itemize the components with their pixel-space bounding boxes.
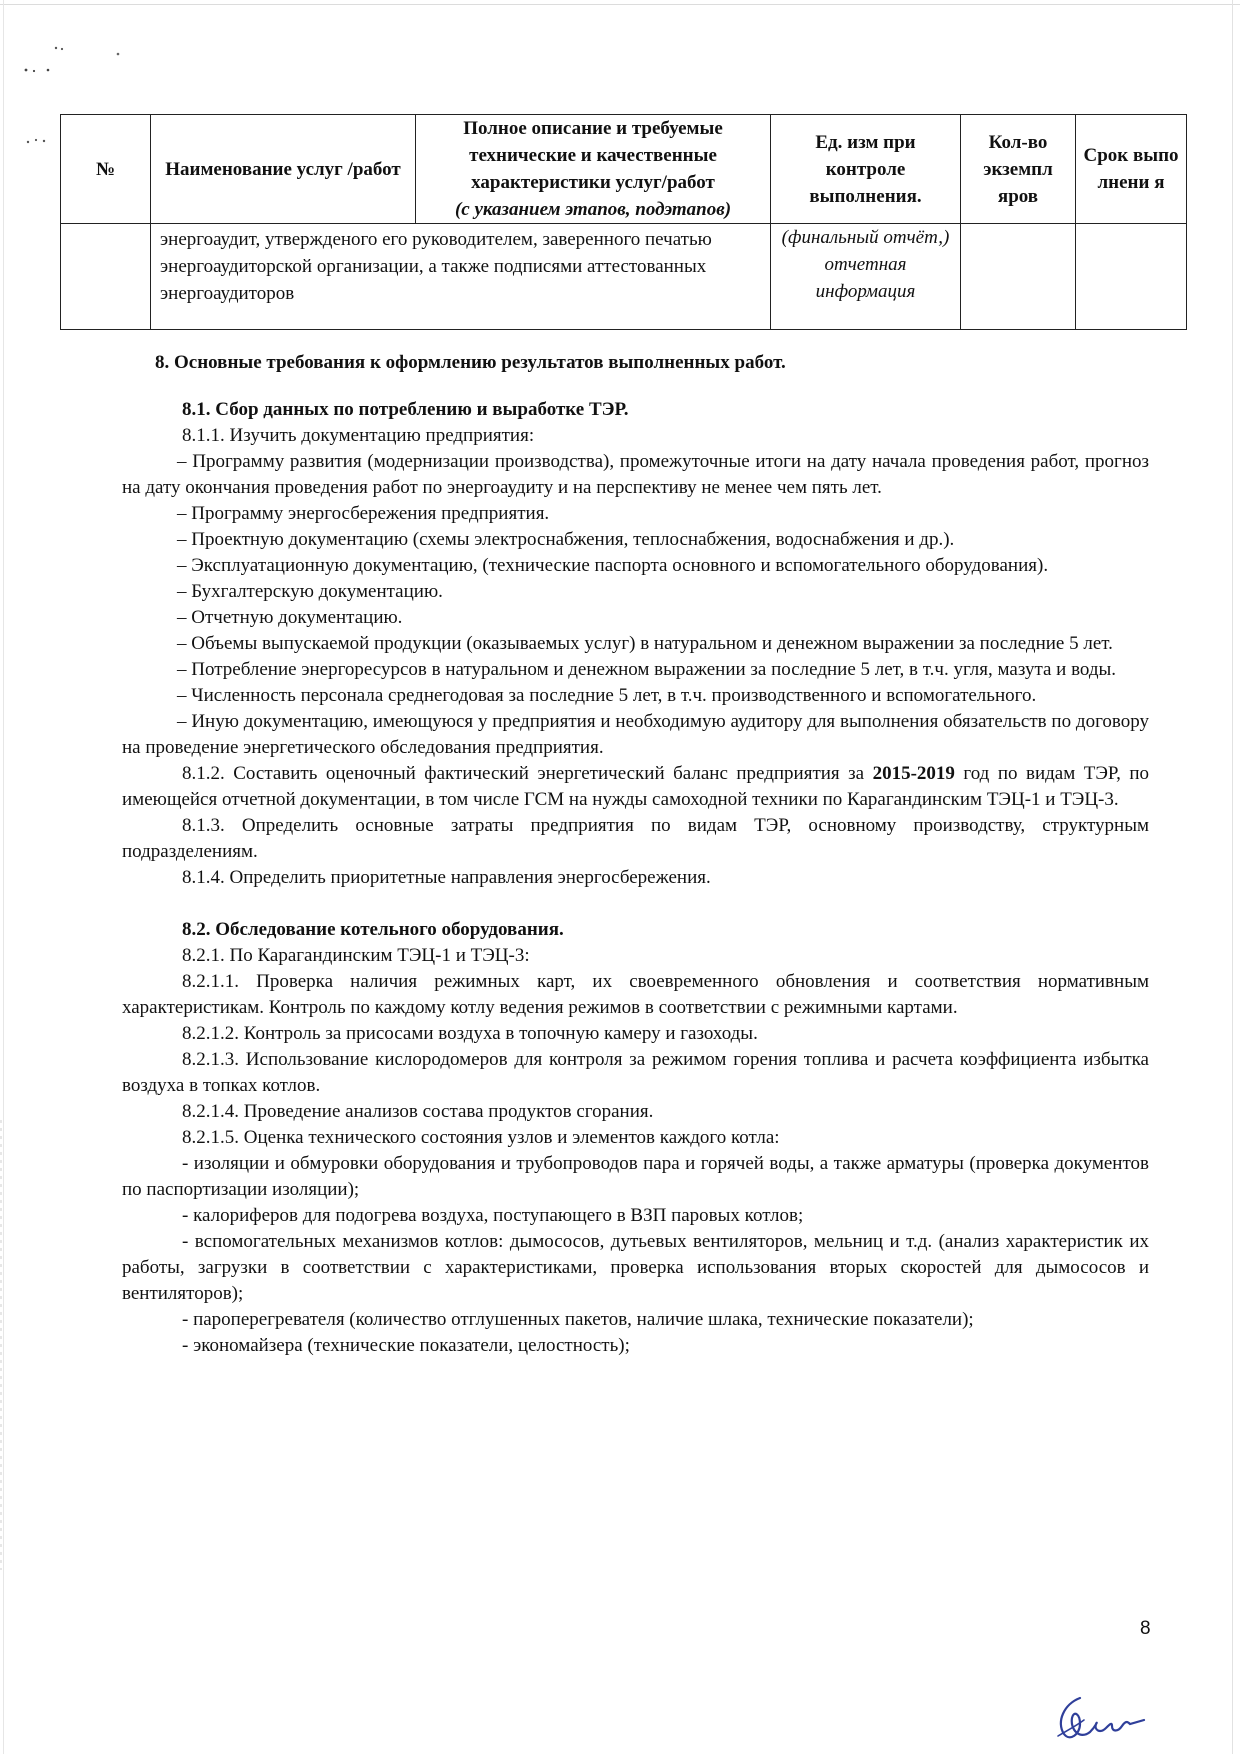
- list-item: - пароперегревателя (количество отглушенных пакетов, наличие шлака, технические показатели);: [182, 1309, 974, 1330]
- section-8-2-title: 8.2. Обследование котельного оборудования.: [182, 919, 564, 940]
- list-item: – Программу развития (модернизации производства), промежуточные итоги на дату начала проведения работ, прогноз на дату окончания проведения работ по энергоаудиту и на перспективу не менее чем пять лет.: [122, 451, 1149, 498]
- header-term: Срок выпо лнени я: [1076, 115, 1187, 224]
- paragraph-8-2-1-5: 8.2.1.5. Оценка технического состояния узлов и элементов каждого котла:: [182, 1127, 780, 1148]
- paragraph-8-2-1-1: 8.2.1.1. Проверка наличия режимных карт, их своевременного обновления и соответствия нормативным характеристикам. Контроль по каждому котлу ведения режимов в соответствии с режимными картами.: [122, 971, 1149, 1018]
- period-years: 2015-2019: [872, 763, 955, 784]
- scan-edge-marks: [0, 1120, 6, 1570]
- paragraph-8-1-4: 8.1.4. Определить приоритетные направления энергосбережения.: [182, 867, 711, 888]
- paragraph-8-1-3: 8.1.3. Определить основные затраты предприятия по видам ТЭР, основному производству, структурным подразделениям.: [122, 815, 1149, 862]
- table-header-row: [61, 115, 1187, 224]
- list-item: - экономайзера (технические показатели, целостность);: [182, 1335, 630, 1356]
- services-table: [60, 114, 1187, 330]
- page-number: 8: [1140, 1618, 1151, 1639]
- scan-edge-top: [0, 4, 1240, 5]
- header-number: №: [61, 115, 151, 224]
- header-unit: Ед. изм при контроле выполнения.: [771, 115, 961, 224]
- paragraph-8-2-1-2: 8.2.1.2. Контроль за присосами воздуха в топочную камеру и газоходы.: [182, 1023, 758, 1044]
- list-item: – Численность персонала среднегодовая за последние 5 лет, в т.ч. производственного и вспомогательного.: [177, 685, 1037, 706]
- header-description-sub: (с указанием этапов, подэтапов): [454, 199, 732, 220]
- paragraph-8-1-2: 8.1.2. Составить оценочный фактический энергетический баланс предприятия за 2015-2019 год по видам ТЭР, по имеющейся отчетной документации, в том числе ГСМ на нужды самоходной техники по Карагандинским ТЭЦ-1 и ТЭЦ-3.: [122, 763, 1149, 810]
- handwritten-signature: [1050, 1690, 1150, 1748]
- list-item: – Иную документацию, имеющуюся у предприятия и необходимую аудитору для выполнения обязательств по договору на проведение энергетического обследования предприятия.: [122, 711, 1149, 758]
- cell-description: энергоаудит, утвержденого его руководителем, заверенного печатью энергоаудиторской организации, а также подписями аттестованных энергоаудиторов: [151, 224, 771, 330]
- scan-edge-right: [1232, 0, 1233, 1754]
- cell-term: [1076, 224, 1187, 330]
- list-item: – Эксплуатационную документацию, (технические паспорта основного и вспомогательного оборудования).: [177, 555, 1049, 576]
- section-8-title: 8. Основные требования к оформлению результатов выполненных работ.: [155, 352, 786, 373]
- list-item: – Проектную документацию (схемы электроснабжения, теплоснабжения, водоснабжения и др.).: [177, 529, 955, 550]
- cell-unit: (финальный отчёт,) отчетная информация: [771, 224, 961, 330]
- cell-quantity: [961, 224, 1076, 330]
- list-item: – Бухгалтерскую документацию.: [177, 581, 443, 602]
- paragraph-8-2-1: 8.2.1. По Карагандинским ТЭЦ-1 и ТЭЦ-3:: [182, 945, 530, 966]
- header-quantity: Кол-во экземпл яров: [961, 115, 1076, 224]
- list-item: – Программу энергосбережения предприятия.: [177, 503, 550, 524]
- header-description-main: Полное описание и требуемые технические и качественные характеристики услуг/работ: [463, 118, 723, 193]
- paragraph-8-1-1: 8.1.1. Изучить документацию предприятия:: [182, 425, 535, 446]
- list-item: – Объемы выпускаемой продукции (оказываемых услуг) в натуральном и денежном выражении за последние 5 лет.: [177, 633, 1113, 654]
- list-item: – Потребление энергоресурсов в натуральном и денежном выражении за последние 5 лет, в т.ч. угля, мазута и воды.: [177, 659, 1117, 680]
- table-row: [61, 224, 1187, 330]
- list-item: – Отчетную документацию.: [177, 607, 403, 628]
- paragraph-8-2-1-4: 8.2.1.4. Проведение анализов состава продуктов сгорания.: [182, 1101, 654, 1122]
- paragraph-8-2-1-3: 8.2.1.3. Использование кислородомеров для контроля за режимом горения топлива и расчета коэффициента избытка воздуха в топках котлов.: [122, 1049, 1149, 1096]
- list-item: - калориферов для подогрева воздуха, поступающего в ВЗП паровых котлов;: [182, 1205, 804, 1226]
- cell-number: [61, 224, 151, 330]
- list-item: - изоляции и обмуровки оборудования и трубопроводов пара и горячей воды, а также арматуры (проверка документов по паспортизации изоляции);: [122, 1153, 1149, 1200]
- section-8-1-title: 8.1. Сбор данных по потреблению и выработке ТЭР.: [182, 399, 629, 420]
- header-description: [416, 115, 771, 224]
- document-body: [122, 350, 1149, 1359]
- header-service-name: Наименование услуг /работ: [151, 115, 416, 224]
- list-item: - вспомогательных механизмов котлов: дымососов, дутьевых вентиляторов, мельниц и т.д. (анализ характеристик их работы, загрузки в соответствии с характеристиками, проверка использования вторых скоростей для дымососов и вентиляторов);: [122, 1231, 1149, 1304]
